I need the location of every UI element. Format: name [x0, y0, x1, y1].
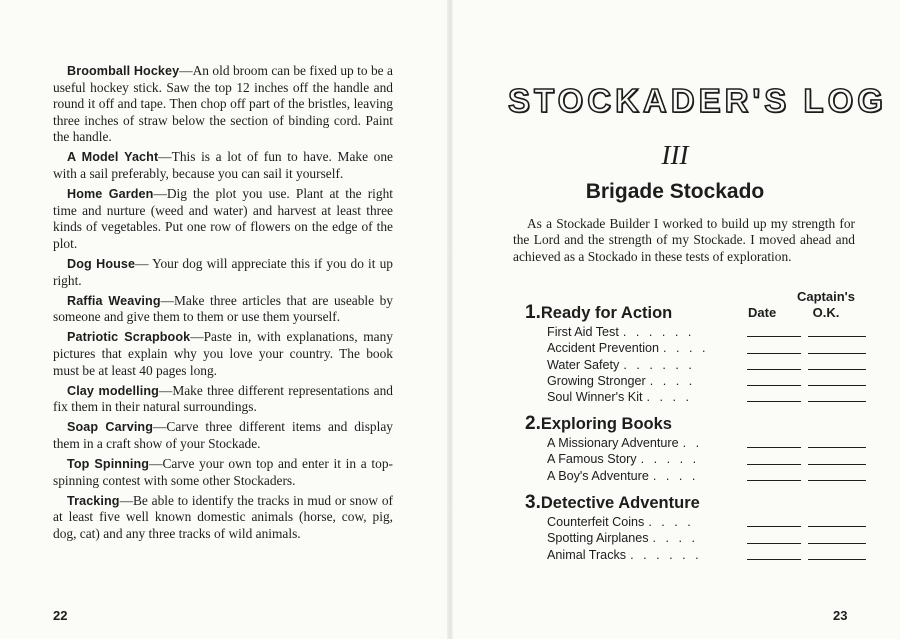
test-item-label: Counterfeit Coins [547, 515, 645, 529]
test-item-label: A Famous Story [547, 452, 637, 467]
activity-term: A Model Yacht [67, 150, 159, 165]
activity-term: Clay modelling [67, 383, 159, 398]
activity-text: —Paste in, with explanations, many pictures that explain why you love your country. The book must be at least 40 pages long. [53, 329, 393, 378]
captain-ok-line[interactable] [808, 336, 866, 337]
test-item: Accident Prevention . . . . [525, 340, 865, 356]
captain-ok-line[interactable] [808, 526, 866, 527]
section-heading-label: Exploring Books [540, 415, 672, 433]
activity-text: —Be able to identify the tracks in mud or snow of at least five well known domestic animals (horse, cow, pig, dog, cat) and any three tracks of wild animals. [53, 492, 393, 541]
activity-entry [53, 63, 393, 146]
activity-entry [53, 256, 393, 289]
test-item-label: Accident Prevention [547, 341, 660, 356]
activity-text: —This is a lot of fun to have. Make one with a sail preferably, because you can sail it yourself. [53, 149, 393, 182]
activity-term: Dog House [67, 257, 136, 272]
captain-column-header: Captain's O.K. [797, 289, 855, 320]
activity-text: —Carve three different items and display them in a craft show of your Stockade. [53, 419, 393, 451]
activity-entry [53, 419, 393, 452]
test-item: A Missionary Adventure . . [525, 435, 865, 451]
section-heading-label: Detective Adventure [540, 494, 700, 512]
activity-term: Raffia Weaving [67, 293, 161, 308]
right-page [450, 0, 900, 639]
test-section-heading [525, 302, 865, 324]
test-item: Growing Stronger . . . . [525, 373, 865, 389]
page-number: 23 [833, 608, 848, 623]
activity-term: Broomball Hockey [67, 64, 180, 78]
activity-term: Tracking [67, 493, 120, 508]
test-item-label: Water Safety [547, 357, 620, 372]
activity-term: Soap Carving [67, 420, 154, 435]
activity-text: —Dig the plot you use. Plant at the right time and nurture (weed and water) and harvest at least three kinds of vegetables. Put one row of flowers on the edge of the plot. [53, 186, 393, 251]
captain-ok-line[interactable] [808, 353, 866, 354]
section-heading-label: Ready for Action [540, 304, 673, 322]
activity-term: Patriotic Scrapbook [67, 330, 191, 345]
test-item-label: First Aid Test [547, 325, 619, 339]
activity-text: — Your dog will appreciate this if you do it up right. [53, 256, 393, 288]
activity-term: Home Garden [67, 187, 154, 202]
test-item-label: Animal Tracks [547, 547, 627, 562]
test-item: First Aid Test . . . . . . [525, 324, 865, 340]
test-item: Animal Tracks . . . . . . [525, 547, 865, 563]
test-item: A Famous Story . . . . . [525, 451, 865, 467]
captain-ok-line[interactable] [808, 464, 866, 465]
activity-term: Top Spinning [67, 457, 150, 472]
date-line[interactable] [747, 369, 801, 370]
section-number: 1. [525, 302, 541, 323]
date-line[interactable] [747, 526, 801, 527]
date-column-header: Date [748, 305, 777, 320]
chapter-numeral: III [661, 140, 689, 170]
activity-entry [53, 186, 393, 252]
section-number: 3. [525, 492, 541, 513]
captain-ok-line[interactable] [808, 369, 866, 370]
section-title: Brigade Stockado [585, 180, 765, 203]
test-section [525, 302, 865, 405]
activity-entry [53, 456, 393, 489]
captain-ok-line[interactable] [808, 401, 866, 402]
activity-text: —Make three different representations and fix them in their natural surroundings. [53, 382, 393, 415]
section-number: 2. [525, 413, 541, 434]
captain-ok-line[interactable] [808, 543, 866, 544]
date-line[interactable] [747, 385, 801, 386]
activity-entry [53, 329, 393, 379]
activity-entry [53, 383, 393, 416]
date-line[interactable] [747, 447, 801, 448]
date-line[interactable] [747, 336, 801, 337]
test-item: A Boy's Adventure . . . . [525, 468, 865, 484]
test-item-label: Spotting Airplanes [547, 531, 649, 546]
date-line[interactable] [747, 480, 801, 481]
test-item-label: A Boy's Adventure [547, 468, 649, 483]
activity-list [53, 63, 393, 546]
date-line[interactable] [747, 559, 801, 560]
test-item: Soul Winner's Kit . . . . [525, 389, 865, 405]
test-section-heading [525, 413, 865, 435]
captain-ok-line[interactable] [808, 480, 866, 481]
test-item: Spotting Airplanes . . . . [525, 530, 865, 546]
test-item-label: Soul Winner's Kit [547, 390, 643, 405]
date-line[interactable] [747, 543, 801, 544]
activity-text: —An old broom can be fixed up to be a useful hockey stick. Saw the top 12 inches off the handle and round it off and tape. Then chop off part of the bristles, leaving three inches of straw below the section of binding cord. Paint the handle. [53, 63, 393, 145]
test-section-heading [525, 492, 865, 514]
page-number: 22 [53, 608, 68, 623]
date-line[interactable] [747, 353, 801, 354]
test-item: Water Safety . . . . . . [525, 357, 865, 373]
test-section [525, 492, 865, 563]
date-line[interactable] [747, 464, 801, 465]
captain-ok-line[interactable] [808, 447, 866, 448]
captain-ok-line[interactable] [808, 385, 866, 386]
intro-paragraph: As a Stockade Builder I worked to build up my strength for the Lord and the strength of my Stockade. I moved ahead and achieved as a Stockado in these tests of exploration. [513, 216, 855, 264]
activity-entry [53, 493, 393, 543]
captain-ok-line[interactable] [808, 559, 866, 560]
test-item-label: A Missionary Adventure [547, 436, 679, 450]
test-section [525, 413, 865, 484]
log-title: STOCKADER'S LOG [508, 82, 887, 119]
activity-entry [53, 293, 393, 326]
test-item-label: Growing Stronger [547, 373, 646, 388]
activity-entry [53, 149, 393, 182]
activity-text: —Carve your own top and enter it in a top-spinning contest with some other Stockaders. [53, 456, 393, 488]
test-item: Counterfeit Coins . . . . [525, 514, 865, 530]
date-line[interactable] [747, 401, 801, 402]
activity-text: —Make three articles that are useable by someone and give them to them or use them yourself. [53, 292, 393, 325]
